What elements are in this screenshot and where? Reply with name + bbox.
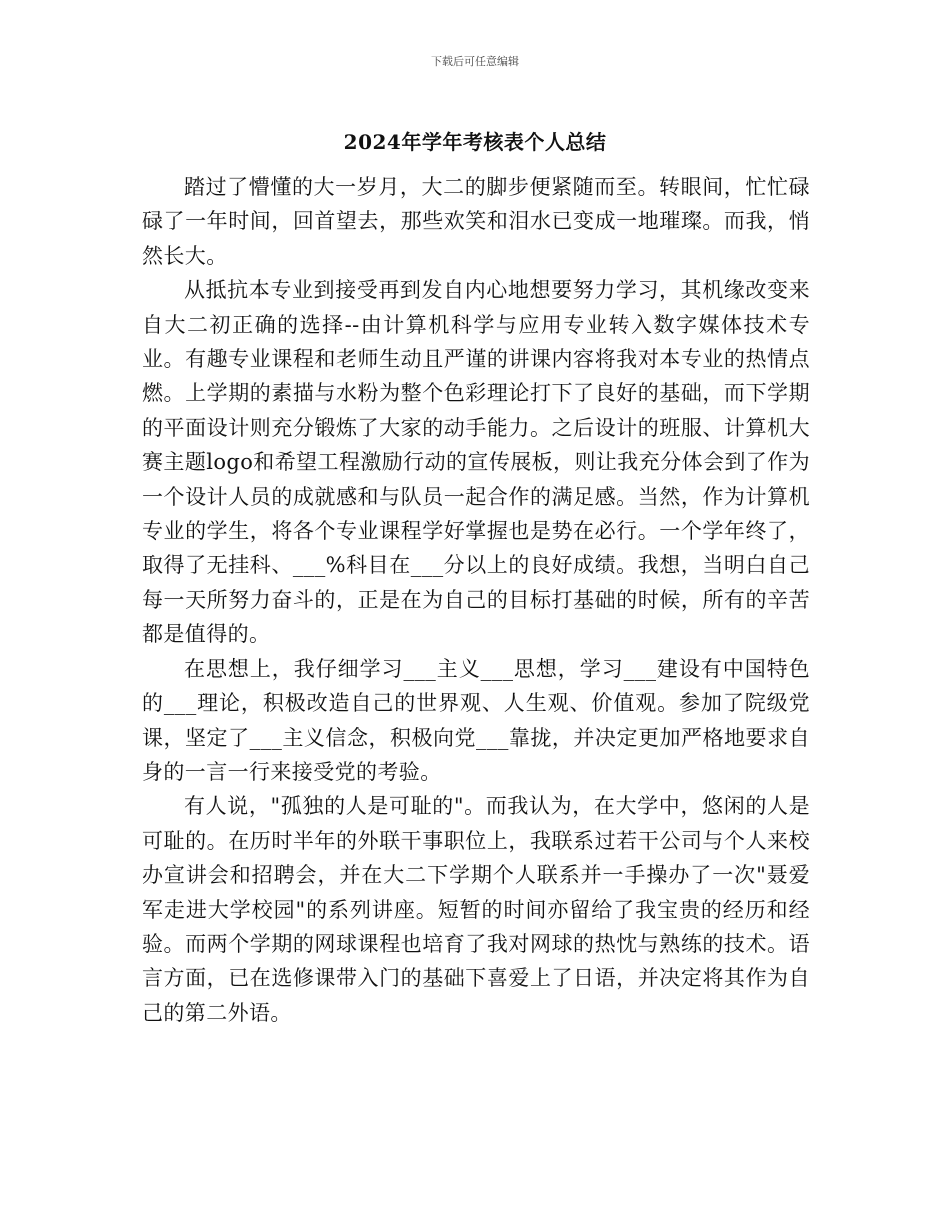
paragraph-3: 在思想上，我仔细学习___主义___思想，学习___建设有中国特色的___理论，积极改造自己的世界观、人生观、价值观。参加了院级党课，坚定了___主义信念，积极向党___靠拢，并决定更加严格地要求自身的一言一行来接受党的考验。 bbox=[142, 656, 810, 784]
document-title: 2024年学年考核表个人总结 bbox=[343, 130, 607, 154]
document-body bbox=[142, 170, 810, 1030]
paragraph-1: 踏过了懵懂的大一岁月，大二的脚步便紧随而至。转眼间，忙忙碌碌了一年时间，回首望去，那些欢笑和泪水已变成一地璀璨。而我，悄然长大。 bbox=[142, 175, 810, 268]
paragraph-4: 有人说，"孤独的人是可耻的"。而我认为，在大学中，悠闲的人是可耻的。在历时半年的外联干事职位上，我联系过若干公司与个人来校办宣讲会和招聘会，并在大二下学期个人联系并一手操办了一次"聂爱军走进大学校园"的系列讲座。短暂的时间亦留给了我宝贵的经历和经验。而两个学期的网球课程也培育了我对网球的热忱与熟练的技术。语言方面，已在选修课带入门的基础下喜爱上了日语，并决定将其作为自己的第二外语。 bbox=[142, 794, 810, 1025]
paragraph-2: 从抵抗本专业到接受再到发自内心地想要努力学习，其机缘改变来自大二初正确的选择--由计算机科学与应用专业转入数字媒体技术专业。有趣专业课程和老师生动且严谨的讲课内容将我对本专业的热情点燃。上学期的素描与水粉为整个色彩理论打下了良好的基础，而下学期的平面设计则充分锻炼了大家的动手能力。之后设计的班服、计算机大赛主题logo和希望工程激励行动的宣传展板，则让我充分体会到了作为一个设计人员的成就感和与队员一起合作的满足感。当然，作为计算机专业的学生，将各个专业课程学好掌握也是势在必行。一个学年终了，取得了无挂科、___%科目在___分以上的良好成绩。我想，当明白自己每一天所努力奋斗的，正是在为自己的目标打基础的时候，所有的辛苦都是值得的。 bbox=[142, 278, 810, 647]
page-header-note: 下载后可任意编辑 bbox=[431, 55, 519, 68]
